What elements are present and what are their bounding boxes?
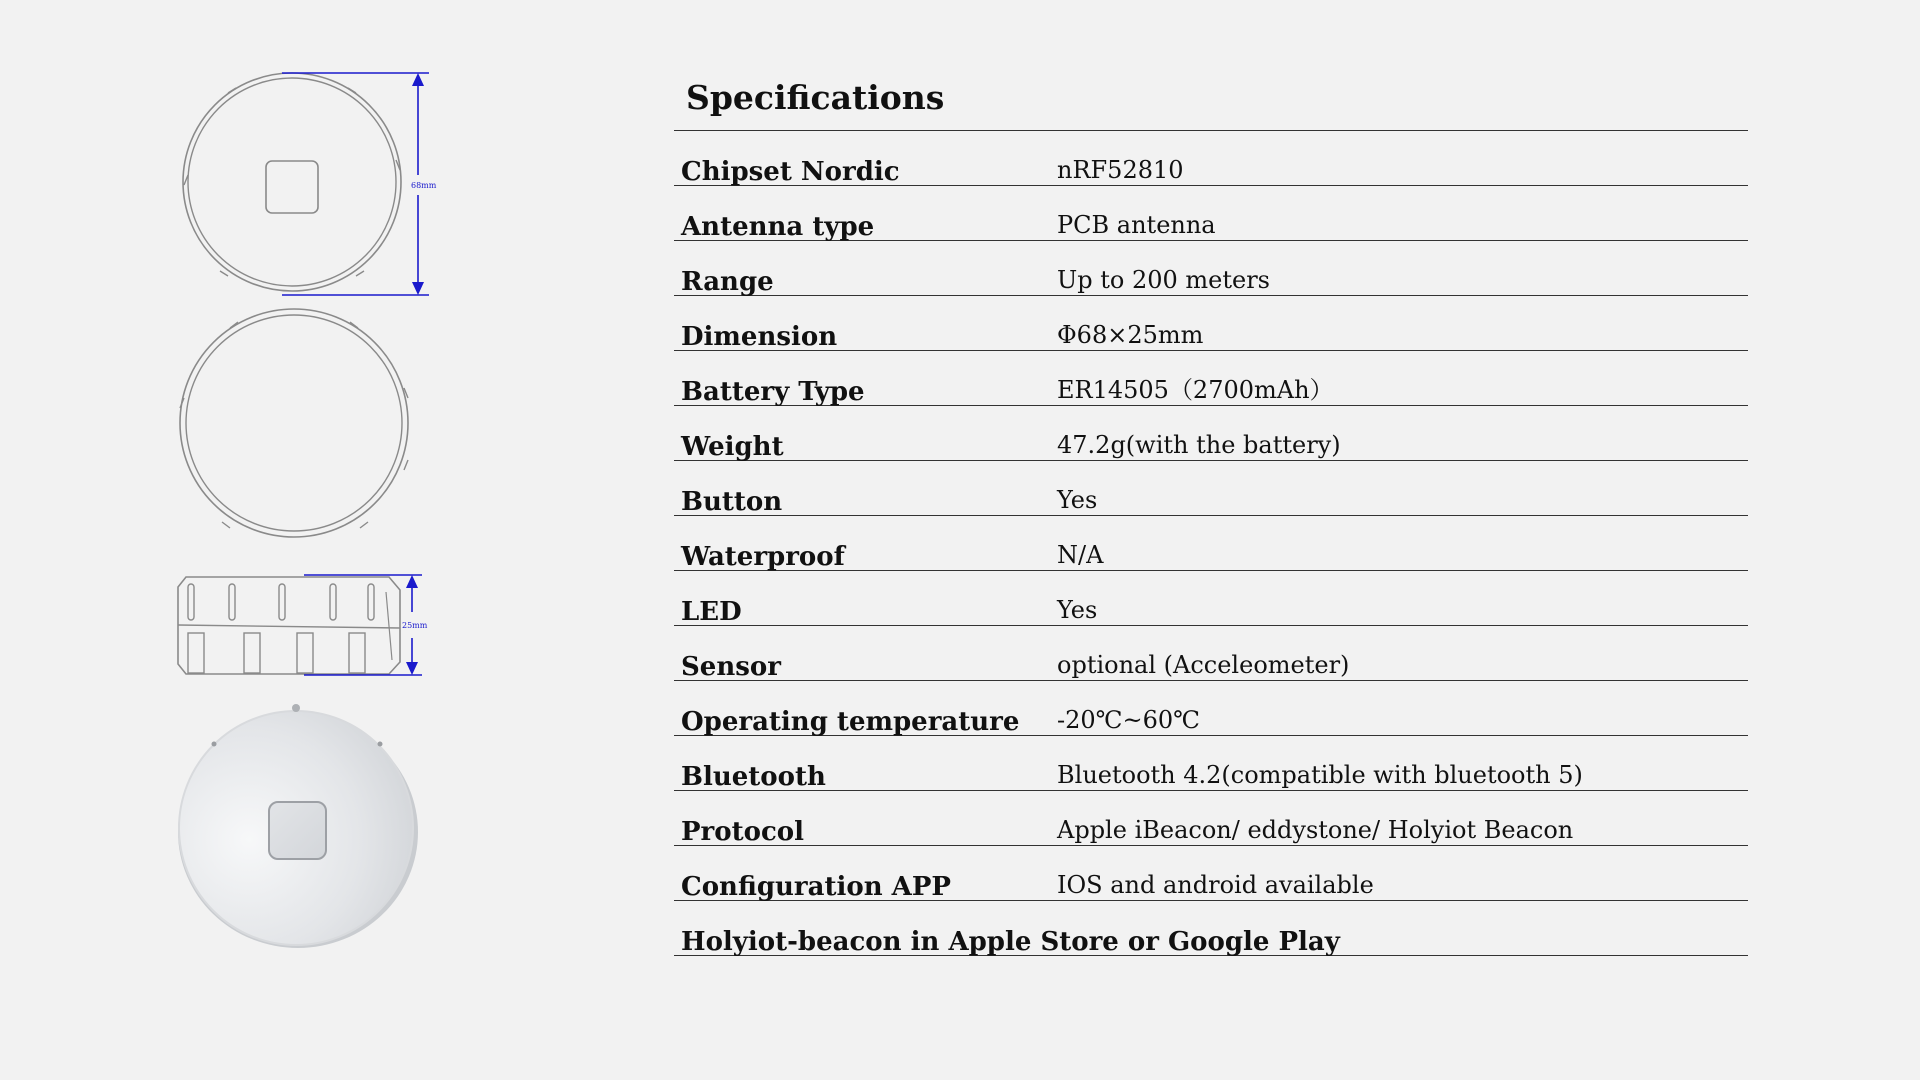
spec-value: -20℃~60℃ [1057, 706, 1200, 734]
product-drawings [0, 0, 520, 1080]
product-render [178, 704, 418, 948]
app-store-note [674, 901, 1748, 956]
spec-label: Bluetooth [681, 762, 826, 792]
spec-value: PCB antenna [1057, 211, 1216, 239]
spec-label: Waterproof [681, 542, 845, 572]
spec-row [674, 406, 1748, 461]
spec-label: Battery Type [681, 377, 865, 407]
specifications-title: Specifications [674, 70, 1748, 131]
spec-value: Yes [1057, 486, 1098, 514]
spec-row [674, 296, 1748, 351]
height-label: 25mm [402, 621, 428, 630]
spec-label: Sensor [681, 652, 781, 682]
back-view-drawing [180, 309, 408, 537]
spec-label: Chipset Nordic [681, 157, 900, 187]
spec-label: Dimension [681, 322, 838, 352]
spec-label: Protocol [681, 817, 804, 847]
spec-label: Configuration APP [681, 872, 951, 902]
spec-value: Bluetooth 4.2(compatible with bluetooth 5) [1057, 761, 1583, 789]
spec-row [674, 846, 1748, 901]
spec-row [674, 626, 1748, 681]
side-view-drawing [178, 577, 400, 674]
app-store-note-text: Holyiot-beacon in Apple Store or Google Play [681, 927, 1340, 957]
spec-value: Yes [1057, 596, 1098, 624]
spec-label: Operating temperature [681, 707, 1020, 737]
spec-value: 47.2g(with the battery) [1057, 431, 1341, 459]
spec-value: IOS and android available [1057, 871, 1374, 899]
spec-row [674, 351, 1748, 406]
diameter-label: 68mm [411, 181, 437, 190]
spec-row [674, 736, 1748, 791]
spec-label: Range [681, 267, 774, 297]
spec-value: N/A [1057, 541, 1104, 569]
spec-value: nRF52810 [1057, 156, 1184, 184]
spec-value: optional (Acceleometer) [1057, 651, 1350, 679]
spec-value: Up to 200 meters [1057, 266, 1270, 294]
spec-label: Button [681, 487, 783, 517]
spec-row [674, 571, 1748, 626]
spec-table [674, 131, 1748, 901]
spec-row [674, 241, 1748, 296]
spec-label: Antenna type [681, 212, 875, 242]
front-view-drawing [183, 73, 401, 291]
spec-value: ER14505（2700mAh） [1057, 376, 1334, 404]
specifications-panel [674, 70, 1748, 956]
spec-label: Weight [681, 432, 784, 462]
spec-row [674, 791, 1748, 846]
spec-row [674, 131, 1748, 186]
spec-row [674, 461, 1748, 516]
spec-row [674, 186, 1748, 241]
spec-value: Φ68×25mm [1057, 321, 1204, 349]
height-dimension [304, 575, 428, 675]
spec-row [674, 516, 1748, 571]
spec-label: LED [681, 597, 742, 627]
spec-row [674, 681, 1748, 736]
spec-value: Apple iBeacon/ eddystone/ Holyiot Beacon [1057, 816, 1574, 844]
